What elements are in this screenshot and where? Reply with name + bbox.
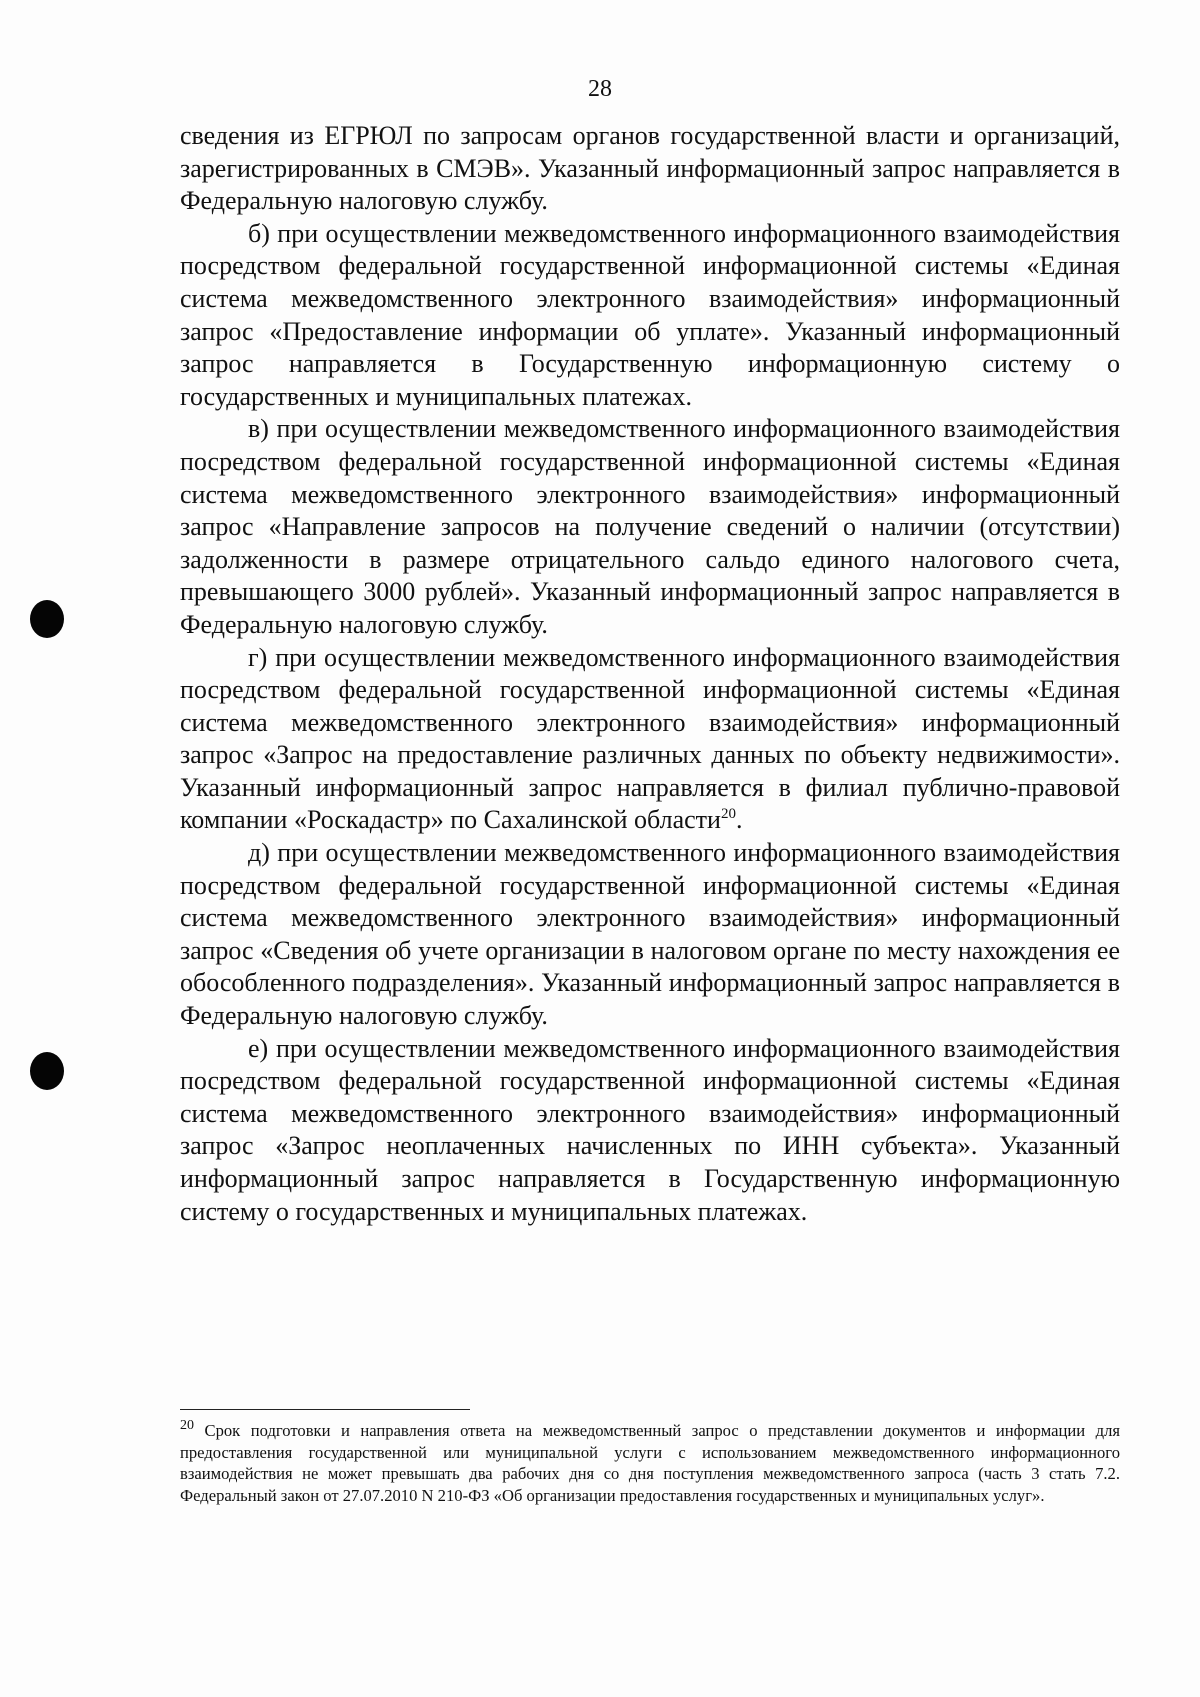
punch-hole-mark [30, 1052, 64, 1090]
footnote-text: Срок подготовки и направления ответа на межведомственный запрос о представлении документов и информации для предоставления государственной или муниципальной услуги с использованием межведомственного информационного взаимодействия не может превышать два рабочих дня со дня поступления межведомственного запроса (часть 3 стать 7.2. Федеральный закон от 27.07.2010 N 210-ФЗ «Об организации предоставления государственных и муниципальных услуг». [180, 1421, 1120, 1506]
body-text [180, 120, 1120, 1228]
paragraph-item-d: д) при осуществлении межведомственного информационного взаимодействия посредством федеральной государственной информационной системы «Единая система межведомственного электронного взаимодействия» информационный запрос «Сведения об учете организации в налоговом органе по месту нахождения ее обособленного подразделения». Указанный информационный запрос направляется в Федеральную налоговую службу. [180, 838, 1120, 1031]
page-number: 28 [588, 76, 612, 102]
footnote [180, 1420, 1120, 1507]
footnote-number: 20 [180, 1418, 194, 1433]
paragraph-item-g [180, 642, 1120, 838]
footnote-reference: 20 [720, 806, 736, 823]
paragraph-item-v: в) при осуществлении межведомственного информационного взаимодействия посредством федеральной государственной информационной системы «Единая система межведомственного электронного взаимодействия» информационный запрос «Направление запросов на получение сведений о наличии (отсутствии) задолженности в размере отрицательного сальдо единого налогового счета, превышающего 3000 рублей». Указанный информационный запрос направляется в Федеральную налоговую службу. [180, 414, 1120, 639]
paragraph-item-b: б) при осуществлении межведомственного информационного взаимодействия посредством федеральной государственной информационной системы «Единая система межведомственного электронного взаимодействия» информационный запрос «Предоставление информации об уплате». Указанный информационный запрос направляется в Государственную информационную систему о государственных и муниципальных платежах. [180, 218, 1120, 411]
paragraph-continuation: сведения из ЕГРЮЛ по запросам органов государственной власти и организаций, зарегистрированных в СМЭВ». Указанный информационный запрос направляется в Федеральную налоговую службу. [180, 121, 1120, 216]
paragraph-item-e: е) при осуществлении межведомственного информационного взаимодействия посредством федеральной государственной информационной системы «Единая система межведомственного электронного взаимодействия» информационный запрос «Запрос неоплаченных начисленных по ИНН субъекта». Указанный информационный запрос направляется в Государственную информационную систему о государственных и муниципальных платежах. [180, 1033, 1120, 1226]
punch-hole-mark [30, 600, 64, 638]
paragraph-item-g-text: г) при осуществлении межведомственного информационного взаимодействия посредством федеральной государственной информационной системы «Единая система межведомственного электронного взаимодействия» информационный запрос «Запрос на предоставление различных данных по объекту недвижимости». Указанный информационный запрос направляется в филиал публично-правовой компании «Роскадастр» по Сахалинской области [180, 642, 1120, 835]
footnote-separator [180, 1409, 470, 1410]
paragraph-item-g-end: . [735, 805, 743, 835]
